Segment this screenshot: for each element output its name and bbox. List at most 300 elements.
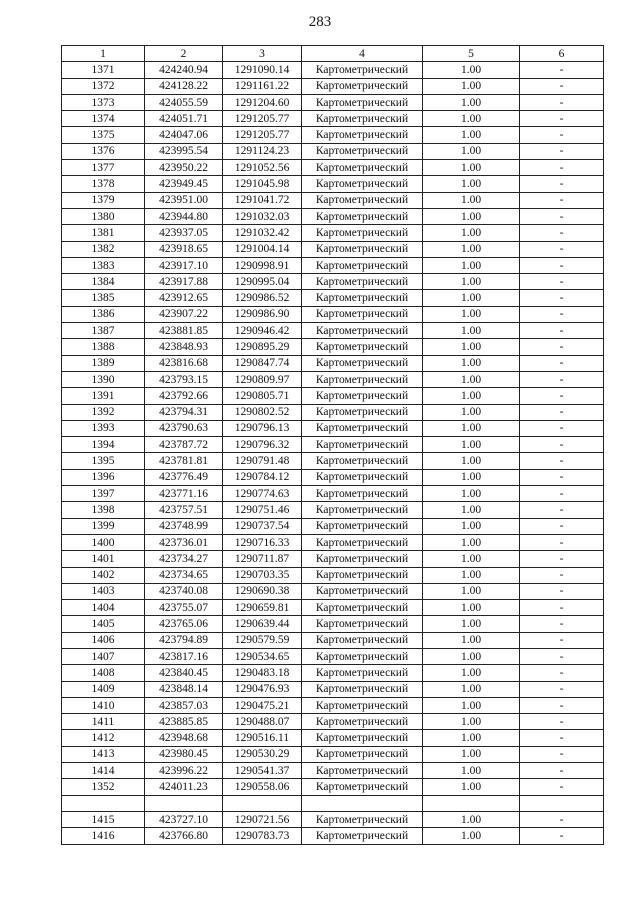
- cell-accuracy: 1.00: [423, 143, 520, 159]
- cell-point-number: 1416: [62, 828, 145, 844]
- cell-accuracy: 1.00: [423, 437, 520, 453]
- cell-y-coordinate: 1290796.32: [223, 437, 302, 453]
- cell-y-coordinate: 1290847.74: [223, 355, 302, 371]
- table-row: [62, 355, 604, 371]
- cell-method: Картометрический: [302, 241, 423, 257]
- table-row: [62, 339, 604, 355]
- cell-point-number: 1373: [62, 94, 145, 110]
- cell-x-coordinate: 423949.45: [145, 176, 223, 192]
- cell-point-number: 1393: [62, 420, 145, 436]
- table-row: [62, 420, 604, 436]
- table-row: [62, 714, 604, 730]
- cell-note: -: [520, 811, 604, 827]
- cell-point-number: 1380: [62, 208, 145, 224]
- cell-method: Картометрический: [302, 665, 423, 681]
- table-row: [62, 371, 604, 387]
- cell-accuracy: 1.00: [423, 681, 520, 697]
- cell-note: -: [520, 371, 604, 387]
- cell-y-coordinate: 1291205.77: [223, 111, 302, 127]
- cell-point-number: 1383: [62, 257, 145, 273]
- cell-point-number: 1372: [62, 78, 145, 94]
- cell-accuracy: 1.00: [423, 306, 520, 322]
- cell-accuracy: 1.00: [423, 160, 520, 176]
- table-row: [62, 486, 604, 502]
- cell-accuracy: 1.00: [423, 176, 520, 192]
- cell-note: -: [520, 290, 604, 306]
- cell-x-coordinate: 423792.66: [145, 388, 223, 404]
- cell-method: Картометрический: [302, 486, 423, 502]
- cell-point-number: 1384: [62, 274, 145, 290]
- cell-y-coordinate: 1290946.42: [223, 323, 302, 339]
- cell-x-coordinate: 423885.85: [145, 714, 223, 730]
- coordinates-table: [61, 45, 604, 845]
- cell-x-coordinate: 424011.23: [145, 779, 223, 795]
- cell-method: Картометрический: [302, 143, 423, 159]
- cell-accuracy: 1.00: [423, 78, 520, 94]
- table-row: [62, 746, 604, 762]
- cell-point-number: 1411: [62, 714, 145, 730]
- cell-method: Картометрический: [302, 192, 423, 208]
- cell-accuracy: 1.00: [423, 339, 520, 355]
- cell-y-coordinate: 1290783.73: [223, 828, 302, 844]
- cell-method: Картометрический: [302, 323, 423, 339]
- cell-point-number: 1412: [62, 730, 145, 746]
- cell-point-number: 1401: [62, 551, 145, 567]
- cell-note: -: [520, 763, 604, 779]
- cell-point-number: 1352: [62, 779, 145, 795]
- cell-point-number: 1396: [62, 469, 145, 485]
- cell-accuracy: 1.00: [423, 811, 520, 827]
- cell-x-coordinate: 423951.00: [145, 192, 223, 208]
- cell-method: Картометрический: [302, 404, 423, 420]
- cell-method: Картометрический: [302, 453, 423, 469]
- cell-method: Картометрический: [302, 420, 423, 436]
- cell-y-coordinate: 1290791.48: [223, 453, 302, 469]
- cell-x-coordinate: 423787.72: [145, 437, 223, 453]
- cell-point-number: 1392: [62, 404, 145, 420]
- cell-x-coordinate: 423766.80: [145, 828, 223, 844]
- cell-accuracy: 1.00: [423, 469, 520, 485]
- cell-note: -: [520, 208, 604, 224]
- cell-method: Картометрический: [302, 828, 423, 844]
- cell-x-coordinate: 423793.15: [145, 371, 223, 387]
- cell-accuracy: 1.00: [423, 697, 520, 713]
- cell-accuracy: 1.00: [423, 567, 520, 583]
- cell-method: Картометрический: [302, 746, 423, 762]
- cell-method: Картометрический: [302, 339, 423, 355]
- cell-accuracy: 1.00: [423, 518, 520, 534]
- cell-y-coordinate: 1290998.91: [223, 257, 302, 273]
- cell-accuracy: 1.00: [423, 225, 520, 241]
- cell-accuracy: 1.00: [423, 404, 520, 420]
- cell-x-coordinate: 424051.71: [145, 111, 223, 127]
- cell-accuracy: 1.00: [423, 127, 520, 143]
- cell-x-coordinate: 423817.16: [145, 648, 223, 664]
- cell-x-coordinate: 423948.68: [145, 730, 223, 746]
- cell-y-coordinate: 1290796.13: [223, 420, 302, 436]
- cell-x-coordinate: 423995.54: [145, 143, 223, 159]
- table-row: [62, 681, 604, 697]
- cell-note: -: [520, 567, 604, 583]
- cell-note: -: [520, 600, 604, 616]
- cell-note: -: [520, 160, 604, 176]
- cell-point-number: 1402: [62, 567, 145, 583]
- cell-method: Картометрический: [302, 600, 423, 616]
- table-row: [62, 697, 604, 713]
- column-header-3: 3: [223, 46, 302, 62]
- header-row: [62, 46, 604, 62]
- cell-x-coordinate: 423980.45: [145, 746, 223, 762]
- table-row: [62, 274, 604, 290]
- cell-accuracy: 1.00: [423, 648, 520, 664]
- cell-x-coordinate: 423765.06: [145, 616, 223, 632]
- cell-method: Картометрический: [302, 632, 423, 648]
- cell-method: Картометрический: [302, 681, 423, 697]
- cell-y-coordinate: 1291045.98: [223, 176, 302, 192]
- cell-x-coordinate: 423794.89: [145, 632, 223, 648]
- cell-point-number: 1390: [62, 371, 145, 387]
- cell-y-coordinate: 1290476.93: [223, 681, 302, 697]
- cell-accuracy: 1.00: [423, 600, 520, 616]
- table-row: [62, 143, 604, 159]
- page-number: 283: [308, 14, 332, 30]
- cell-accuracy: 1.00: [423, 420, 520, 436]
- table-row: [62, 78, 604, 94]
- cell-x-coordinate: 423790.63: [145, 420, 223, 436]
- cell-method: Картометрический: [302, 62, 423, 78]
- cell-x-coordinate: 423740.08: [145, 583, 223, 599]
- table-row: [62, 518, 604, 534]
- cell-accuracy: 1.00: [423, 274, 520, 290]
- cell-method: Картометрический: [302, 78, 423, 94]
- cell-note: -: [520, 828, 604, 844]
- cell-method: Картометрический: [302, 176, 423, 192]
- cell-method: Картометрический: [302, 469, 423, 485]
- cell-x-coordinate: [145, 795, 223, 811]
- cell-note: [520, 795, 604, 811]
- cell-y-coordinate: 1290541.37: [223, 763, 302, 779]
- table-row: [62, 127, 604, 143]
- cell-note: -: [520, 632, 604, 648]
- cell-note: -: [520, 127, 604, 143]
- cell-note: -: [520, 257, 604, 273]
- cell-method: Картометрический: [302, 730, 423, 746]
- cell-method: Картометрический: [302, 551, 423, 567]
- cell-accuracy: 1.00: [423, 714, 520, 730]
- cell-accuracy: 1.00: [423, 665, 520, 681]
- cell-method: Картометрический: [302, 388, 423, 404]
- cell-y-coordinate: 1291052.56: [223, 160, 302, 176]
- cell-accuracy: 1.00: [423, 746, 520, 762]
- cell-point-number: 1413: [62, 746, 145, 762]
- cell-point-number: 1403: [62, 583, 145, 599]
- cell-accuracy: 1.00: [423, 371, 520, 387]
- cell-accuracy: 1.00: [423, 453, 520, 469]
- column-header-6: 6: [520, 46, 604, 62]
- table-row: [62, 534, 604, 550]
- cell-x-coordinate: 423771.16: [145, 486, 223, 502]
- column-header-1: 1: [62, 46, 145, 62]
- cell-method: Картометрический: [302, 567, 423, 583]
- cell-method: Картометрический: [302, 371, 423, 387]
- cell-accuracy: 1.00: [423, 94, 520, 110]
- cell-point-number: 1395: [62, 453, 145, 469]
- cell-point-number: 1374: [62, 111, 145, 127]
- cell-accuracy: 1.00: [423, 111, 520, 127]
- cell-accuracy: 1.00: [423, 290, 520, 306]
- cell-note: -: [520, 274, 604, 290]
- cell-point-number: 1389: [62, 355, 145, 371]
- cell-y-coordinate: 1290558.06: [223, 779, 302, 795]
- cell-note: -: [520, 111, 604, 127]
- cell-method: Картометрический: [302, 355, 423, 371]
- table-row: [62, 94, 604, 110]
- cell-accuracy: 1.00: [423, 355, 520, 371]
- table-row: [62, 779, 604, 795]
- column-header-5: 5: [423, 46, 520, 62]
- cell-note: -: [520, 486, 604, 502]
- table-row: [62, 583, 604, 599]
- cell-point-number: 1381: [62, 225, 145, 241]
- cell-x-coordinate: 423781.81: [145, 453, 223, 469]
- table-row: [62, 160, 604, 176]
- cell-x-coordinate: 423734.27: [145, 551, 223, 567]
- cell-point-number: 1391: [62, 388, 145, 404]
- column-header-2: 2: [145, 46, 223, 62]
- table-body: [62, 62, 604, 844]
- table-row: [62, 290, 604, 306]
- cell-accuracy: 1.00: [423, 257, 520, 273]
- cell-method: Картометрический: [302, 111, 423, 127]
- table-row: [62, 111, 604, 127]
- table-row: [62, 192, 604, 208]
- cell-y-coordinate: 1291090.14: [223, 62, 302, 78]
- cell-y-coordinate: 1290895.29: [223, 339, 302, 355]
- cell-y-coordinate: 1291124.23: [223, 143, 302, 159]
- table-row: [62, 730, 604, 746]
- cell-point-number: 1399: [62, 518, 145, 534]
- cell-x-coordinate: 423950.22: [145, 160, 223, 176]
- cell-method: Картометрический: [302, 127, 423, 143]
- table-row: [62, 763, 604, 779]
- cell-x-coordinate: 423748.99: [145, 518, 223, 534]
- cell-accuracy: 1.00: [423, 208, 520, 224]
- cell-x-coordinate: 424047.06: [145, 127, 223, 143]
- cell-note: -: [520, 241, 604, 257]
- cell-note: -: [520, 94, 604, 110]
- cell-note: -: [520, 551, 604, 567]
- cell-point-number: 1387: [62, 323, 145, 339]
- cell-point-number: 1376: [62, 143, 145, 159]
- cell-note: -: [520, 420, 604, 436]
- table-row: [62, 453, 604, 469]
- table-row: [62, 62, 604, 78]
- table-row: [62, 241, 604, 257]
- cell-point-number: 1398: [62, 502, 145, 518]
- cell-point-number: 1375: [62, 127, 145, 143]
- cell-y-coordinate: 1290986.52: [223, 290, 302, 306]
- cell-y-coordinate: 1290711.87: [223, 551, 302, 567]
- cell-accuracy: 1.00: [423, 534, 520, 550]
- cell-x-coordinate: 424240.94: [145, 62, 223, 78]
- cell-method: Картометрический: [302, 763, 423, 779]
- cell-note: -: [520, 681, 604, 697]
- cell-x-coordinate: 423912.65: [145, 290, 223, 306]
- cell-accuracy: 1.00: [423, 828, 520, 844]
- cell-y-coordinate: 1290802.52: [223, 404, 302, 420]
- cell-accuracy: 1.00: [423, 486, 520, 502]
- cell-x-coordinate: 423881.85: [145, 323, 223, 339]
- cell-method: Картометрический: [302, 274, 423, 290]
- table-row: [62, 811, 604, 827]
- cell-note: -: [520, 518, 604, 534]
- cell-y-coordinate: 1290737.54: [223, 518, 302, 534]
- cell-accuracy: 1.00: [423, 323, 520, 339]
- cell-y-coordinate: 1290995.04: [223, 274, 302, 290]
- cell-point-number: 1415: [62, 811, 145, 827]
- cell-point-number: 1378: [62, 176, 145, 192]
- cell-accuracy: 1.00: [423, 730, 520, 746]
- cell-method: Картометрический: [302, 225, 423, 241]
- cell-y-coordinate: 1291004.14: [223, 241, 302, 257]
- cell-x-coordinate: 423918.65: [145, 241, 223, 257]
- cell-method: Картометрический: [302, 583, 423, 599]
- cell-point-number: 1409: [62, 681, 145, 697]
- cell-note: -: [520, 388, 604, 404]
- cell-method: [302, 795, 423, 811]
- cell-accuracy: 1.00: [423, 62, 520, 78]
- cell-y-coordinate: 1290805.71: [223, 388, 302, 404]
- cell-x-coordinate: 424055.59: [145, 94, 223, 110]
- table-row: [62, 437, 604, 453]
- cell-point-number: 1371: [62, 62, 145, 78]
- cell-note: -: [520, 355, 604, 371]
- cell-point-number: [62, 795, 145, 811]
- cell-note: -: [520, 323, 604, 339]
- cell-x-coordinate: 423794.31: [145, 404, 223, 420]
- table-row: [62, 388, 604, 404]
- cell-y-coordinate: 1290639.44: [223, 616, 302, 632]
- cell-point-number: 1394: [62, 437, 145, 453]
- cell-accuracy: 1.00: [423, 616, 520, 632]
- cell-note: -: [520, 62, 604, 78]
- table-row: [62, 323, 604, 339]
- cell-method: Картометрический: [302, 502, 423, 518]
- cell-x-coordinate: 423917.10: [145, 257, 223, 273]
- cell-note: -: [520, 469, 604, 485]
- cell-method: Картометрический: [302, 437, 423, 453]
- cell-point-number: 1408: [62, 665, 145, 681]
- cell-y-coordinate: 1291032.03: [223, 208, 302, 224]
- cell-point-number: 1406: [62, 632, 145, 648]
- cell-note: -: [520, 583, 604, 599]
- table-row: [62, 306, 604, 322]
- cell-note: -: [520, 648, 604, 664]
- cell-note: -: [520, 437, 604, 453]
- table-row: [62, 648, 604, 664]
- cell-x-coordinate: 423944.80: [145, 208, 223, 224]
- cell-y-coordinate: 1290579.59: [223, 632, 302, 648]
- table-row: [62, 665, 604, 681]
- cell-note: -: [520, 176, 604, 192]
- cell-x-coordinate: 423996.22: [145, 763, 223, 779]
- cell-y-coordinate: 1290534.65: [223, 648, 302, 664]
- cell-method: Картометрический: [302, 160, 423, 176]
- table-row: [62, 632, 604, 648]
- table-row: [62, 828, 604, 844]
- cell-y-coordinate: 1290690.38: [223, 583, 302, 599]
- cell-note: -: [520, 730, 604, 746]
- cell-accuracy: 1.00: [423, 632, 520, 648]
- cell-y-coordinate: 1290721.56: [223, 811, 302, 827]
- cell-method: Картометрический: [302, 779, 423, 795]
- cell-x-coordinate: 423776.49: [145, 469, 223, 485]
- cell-note: -: [520, 143, 604, 159]
- cell-y-coordinate: 1290809.97: [223, 371, 302, 387]
- table-row: [62, 502, 604, 518]
- cell-accuracy: 1.00: [423, 192, 520, 208]
- cell-x-coordinate: 423736.01: [145, 534, 223, 550]
- cell-x-coordinate: 424128.22: [145, 78, 223, 94]
- table-row: [62, 404, 604, 420]
- cell-method: Картометрический: [302, 616, 423, 632]
- table-row: [62, 208, 604, 224]
- cell-x-coordinate: 423937.05: [145, 225, 223, 241]
- cell-point-number: 1382: [62, 241, 145, 257]
- cell-point-number: 1407: [62, 648, 145, 664]
- cell-point-number: 1414: [62, 763, 145, 779]
- cell-y-coordinate: 1291204.60: [223, 94, 302, 110]
- cell-note: -: [520, 746, 604, 762]
- cell-y-coordinate: 1290483.18: [223, 665, 302, 681]
- cell-accuracy: 1.00: [423, 583, 520, 599]
- cell-note: -: [520, 453, 604, 469]
- cell-y-coordinate: 1291161.22: [223, 78, 302, 94]
- cell-x-coordinate: 423757.51: [145, 502, 223, 518]
- cell-y-coordinate: 1290530.29: [223, 746, 302, 762]
- cell-method: Картометрический: [302, 714, 423, 730]
- cell-note: -: [520, 306, 604, 322]
- cell-x-coordinate: 423848.14: [145, 681, 223, 697]
- cell-y-coordinate: 1291041.72: [223, 192, 302, 208]
- cell-point-number: 1377: [62, 160, 145, 176]
- cell-y-coordinate: 1291205.77: [223, 127, 302, 143]
- cell-point-number: 1405: [62, 616, 145, 632]
- cell-point-number: 1388: [62, 339, 145, 355]
- cell-point-number: 1379: [62, 192, 145, 208]
- cell-x-coordinate: 423907.22: [145, 306, 223, 322]
- cell-x-coordinate: 423917.88: [145, 274, 223, 290]
- cell-x-coordinate: 423755.07: [145, 600, 223, 616]
- cell-accuracy: 1.00: [423, 551, 520, 567]
- table-row: [62, 257, 604, 273]
- cell-method: Картометрический: [302, 697, 423, 713]
- cell-note: -: [520, 616, 604, 632]
- table-row: [62, 551, 604, 567]
- cell-note: -: [520, 225, 604, 241]
- cell-method: Картометрический: [302, 306, 423, 322]
- cell-method: Картометрический: [302, 208, 423, 224]
- cell-y-coordinate: 1290751.46: [223, 502, 302, 518]
- cell-y-coordinate: 1290986.90: [223, 306, 302, 322]
- cell-method: Картометрический: [302, 811, 423, 827]
- table-row: [62, 600, 604, 616]
- cell-note: -: [520, 404, 604, 420]
- cell-note: -: [520, 534, 604, 550]
- cell-method: Картометрический: [302, 257, 423, 273]
- cell-point-number: 1400: [62, 534, 145, 550]
- cell-point-number: 1385: [62, 290, 145, 306]
